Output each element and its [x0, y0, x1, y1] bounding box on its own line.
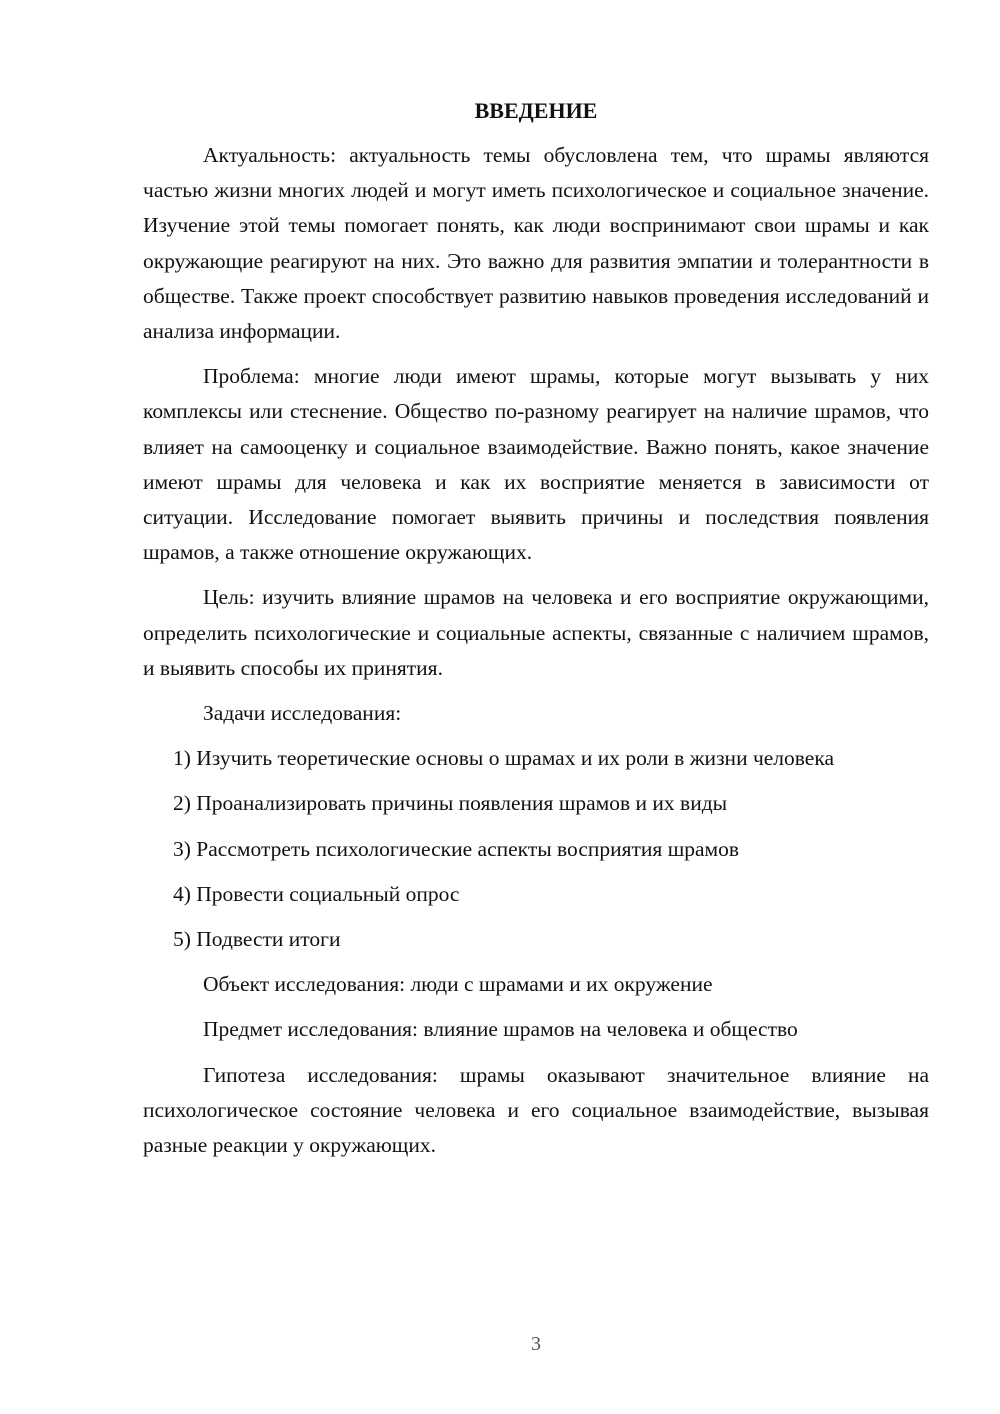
tasks-heading: Задачи исследования: [203, 701, 402, 726]
task-item-1: 1) Изучить теоретические основы о шрамах и их роли в жизни человека [173, 746, 835, 771]
research-subject: Предмет исследования: влияние шрамов на человека и общество [203, 1017, 798, 1042]
paragraph-problem: Проблема: многие люди имеют шрамы, которые могут вызывать у них комплексы или стеснение. Общество по-разному реагирует на наличие шрамов, что влияет на самооценку и социальное взаимодействие. Важно понять, какое значение имеют шрамы для человека и как их восприятие меняется в зависимости от ситуации. Исследование помогает выявить причины и последствия появления шрамов, а также отношение окружающих. [143, 364, 929, 565]
page-number: 3 [531, 1333, 541, 1355]
document-page [143, 96, 929, 1173]
research-object: Объект исследования: люди с шрамами и их окружение [203, 972, 713, 997]
task-item-2: 2) Проанализировать причины появления шрамов и их виды [173, 791, 728, 816]
section-title: ВВЕДЕНИЕ [474, 98, 598, 123]
task-item-5: 5) Подвести итоги [173, 927, 341, 952]
task-item-4: 4) Провести социальный опрос [173, 881, 460, 906]
research-hypothesis: Гипотеза исследования: шрамы оказывают значительное влияние на психологическое состояние человека и его социальное взаимодействие, вызывая разные реакции у окружающих. [143, 1062, 929, 1158]
paragraph-relevance: Актуальность: актуальность темы обусловлена тем, что шрамы являются частью жизни многих людей и могут иметь психологическое и социальное значение. Изучение этой темы помогает понять, как люди воспринимают свои шрамы и как окружающие реагируют на них. Это важно для развития эмпатии и толерантности в обществе. Также проект способствует развитию навыков проведения исследований и анализа информации. [143, 143, 929, 344]
paragraph-goal: Цель: изучить влияние шрамов на человека и его восприятие окружающими, определить психологические и социальные аспекты, связанные с наличием шрамов, и выявить способы их принятия. [143, 585, 929, 680]
task-item-3: 3) Рассмотреть психологические аспекты восприятия шрамов [173, 836, 740, 861]
